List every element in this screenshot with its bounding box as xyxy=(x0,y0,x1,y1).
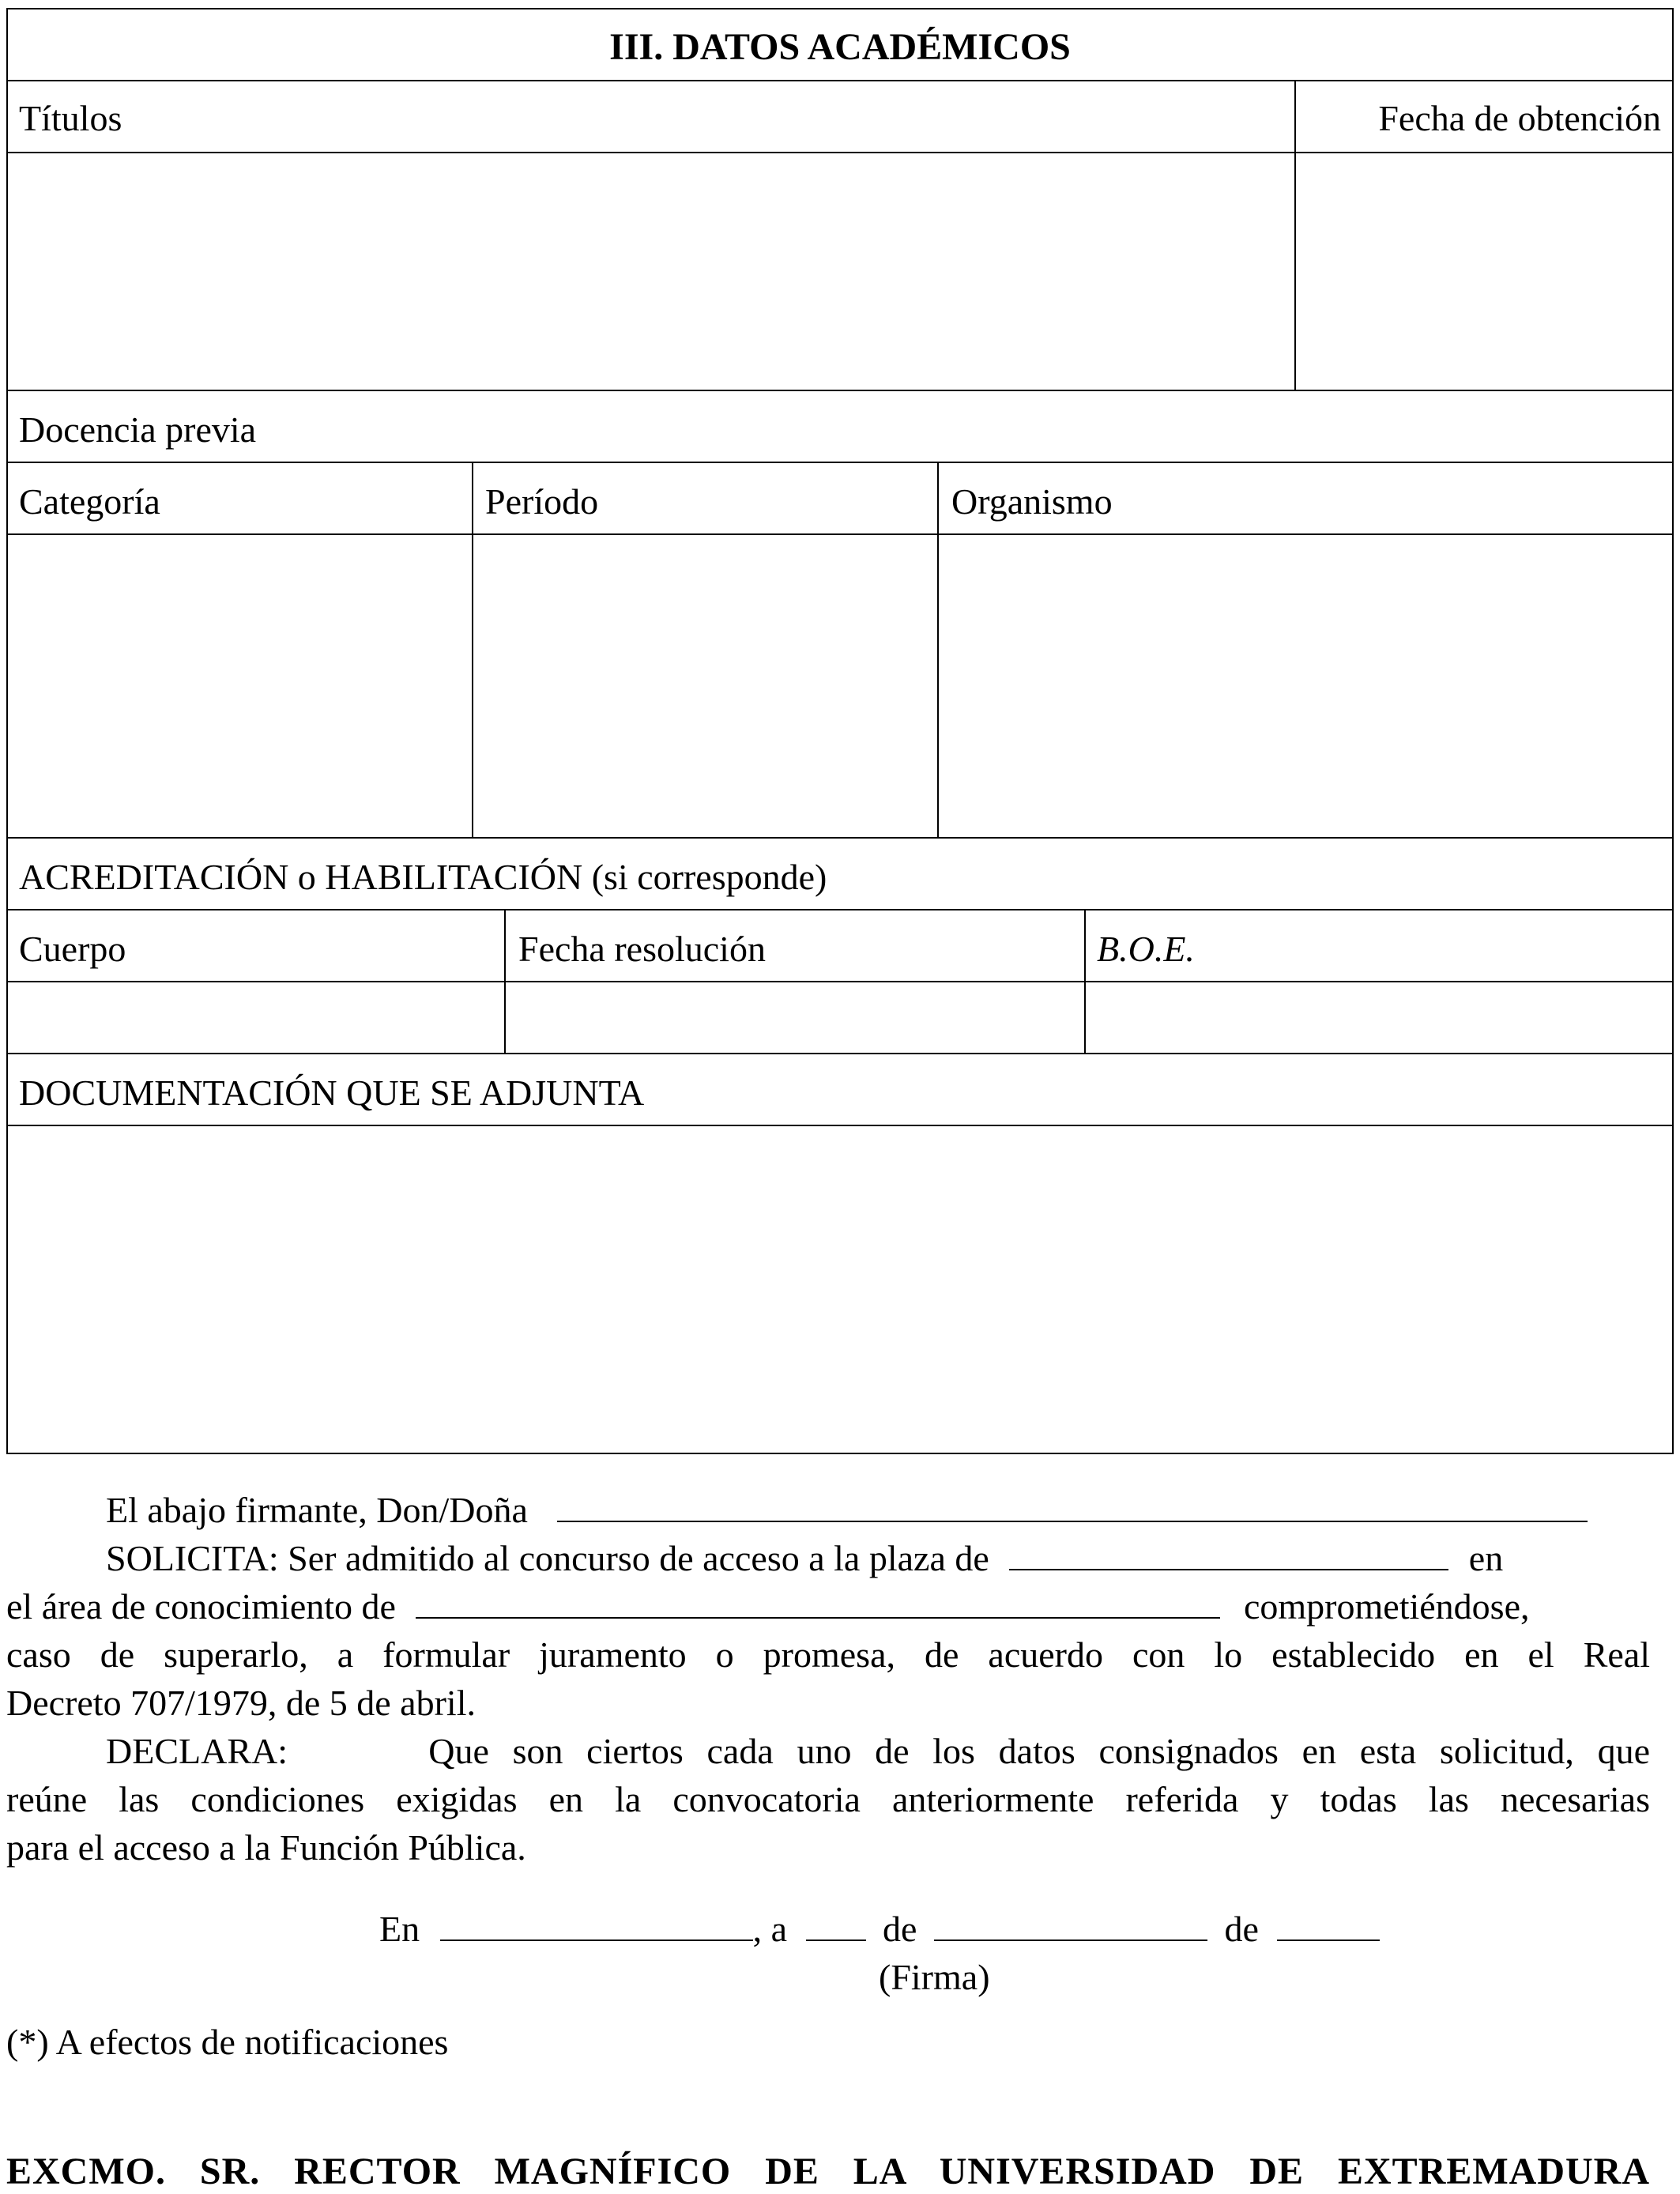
declara-line-1 xyxy=(6,1727,1650,1775)
day-blank[interactable] xyxy=(806,1905,866,1941)
academic-data-table xyxy=(6,8,1674,1454)
decreto-text: Decreto 707/1979, de 5 de abril. xyxy=(6,1683,476,1723)
titulos-label: Títulos xyxy=(19,98,122,138)
documentacion-header-row xyxy=(8,1054,1672,1126)
area-blank[interactable] xyxy=(416,1582,1220,1619)
firmante-text: El abajo firmante, Don/Doña xyxy=(106,1490,528,1530)
fecha-obtencion-field[interactable] xyxy=(1296,153,1672,388)
cuerpo-label: Cuerpo xyxy=(19,929,126,969)
section-title-row xyxy=(8,9,1672,81)
column-divider xyxy=(472,463,473,533)
signature-de-1: de xyxy=(883,1909,917,1949)
solicita-text: SOLICITA: Ser admitido al concurso de acceso a la plaza de xyxy=(106,1538,989,1578)
firmante-name-blank[interactable] xyxy=(557,1486,1588,1522)
month-blank[interactable] xyxy=(934,1905,1207,1941)
periodo-label: Período xyxy=(485,481,599,522)
solicita-line xyxy=(6,1534,1650,1582)
cuerpo-field[interactable] xyxy=(8,982,503,1051)
notificaciones-note: (*) A efectos de notificaciones xyxy=(6,2022,449,2062)
signature-en: En xyxy=(379,1909,420,1949)
acreditacion-header-row xyxy=(8,910,1672,982)
section-title: III. DATOS ACADÉMICOS xyxy=(609,26,1071,68)
column-divider xyxy=(504,910,506,981)
categoria-field[interactable] xyxy=(8,535,470,835)
periodo-field[interactable] xyxy=(473,535,936,835)
docencia-entry-row xyxy=(8,535,1672,839)
place-blank[interactable] xyxy=(440,1905,753,1941)
fecha-obtencion-label: Fecha de obtención xyxy=(1378,98,1661,138)
firma-label: (Firma) xyxy=(879,1957,990,1997)
declara-text-3: para el acceso a la Función Pública. xyxy=(6,1827,526,1868)
firmante-line xyxy=(6,1486,1650,1534)
documentacion-label: DOCUMENTACIÓN QUE SE ADJUNTA xyxy=(19,1072,645,1113)
plaza-blank[interactable] xyxy=(1009,1534,1448,1570)
area-prefix: el área de conocimiento de xyxy=(6,1586,396,1627)
titulos-entry-row xyxy=(8,153,1672,391)
signature-line xyxy=(379,1905,1407,1953)
column-divider xyxy=(937,463,939,533)
titulos-header-row xyxy=(8,81,1672,153)
year-blank[interactable] xyxy=(1277,1905,1380,1941)
solicita-en: en xyxy=(1468,1538,1504,1578)
docencia-label: Docencia previa xyxy=(19,409,257,450)
titulos-field[interactable] xyxy=(8,153,1293,388)
declara-text-2: reúne las condiciones exigidas en la convocatoria anteriormente referida y todas las necesarias xyxy=(6,1779,1650,1819)
area-line xyxy=(6,1582,1650,1630)
signature-a: , a xyxy=(752,1909,788,1949)
column-divider xyxy=(1294,81,1296,152)
declara-line-2 xyxy=(6,1775,1650,1823)
docencia-row xyxy=(8,391,1672,463)
acreditacion-row xyxy=(8,839,1672,910)
fecha-resolucion-label: Fecha resolución xyxy=(518,929,766,969)
organismo-label: Organismo xyxy=(951,481,1113,522)
compromiso-line xyxy=(6,1630,1650,1679)
fecha-resolucion-field[interactable] xyxy=(506,982,1083,1051)
decreto-line xyxy=(6,1679,1650,1727)
docencia-header-row xyxy=(8,463,1672,535)
acreditacion-label: ACREDITACIÓN o HABILITACIÓN (si corresponde) xyxy=(19,857,827,897)
organismo-field[interactable] xyxy=(939,535,1672,835)
boe-label: B.O.E. xyxy=(1097,929,1195,969)
column-divider xyxy=(1084,910,1086,981)
signature-de-2: de xyxy=(1224,1909,1259,1949)
boe-field[interactable] xyxy=(1086,982,1672,1051)
compromiso-text: caso de superarlo, a formular juramento o promesa, de acuerdo con lo establecido en el Real xyxy=(6,1634,1650,1675)
addressee: EXCMO. SR. RECTOR MAGNÍFICO DE LA UNIVERSIDAD DE EXTREMADURA xyxy=(6,2151,1650,2192)
acreditacion-entry-row xyxy=(8,982,1672,1054)
documentacion-field[interactable] xyxy=(8,1126,1672,1453)
declara-text-1: DECLARA: Que son ciertos cada uno de los datos consignados en esta solicitud, que xyxy=(106,1731,1650,1771)
categoria-label: Categoría xyxy=(19,481,160,522)
area-suffix: comprometiéndose, xyxy=(1243,1586,1530,1627)
declara-line-3 xyxy=(6,1823,1650,1872)
